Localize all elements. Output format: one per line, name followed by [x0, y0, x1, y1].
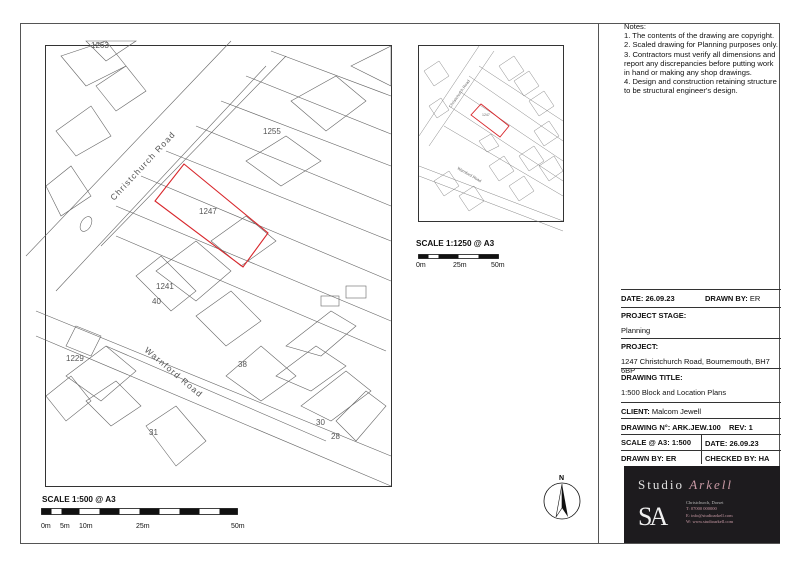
block-plan-scale-tick: 10m — [79, 523, 93, 530]
logo-phone: T: 07000 000000 — [686, 506, 717, 512]
block-plan-scale-title: SCALE 1:500 @ A3 — [42, 495, 116, 504]
location-plan-svg — [419, 46, 563, 221]
block-plan-scale-tick: 0m — [41, 523, 51, 530]
title-block-rule — [621, 450, 781, 451]
block-plan-svg — [46, 41, 391, 486]
note-line: to be structural engineer's design. — [624, 86, 738, 96]
house-number: 30 — [316, 418, 325, 427]
drawn-by2-label: DRAWN BY: — [621, 454, 664, 463]
client-row — [621, 407, 781, 416]
north-arrow-icon — [540, 472, 584, 522]
date-value: 26.09.23 — [645, 294, 675, 303]
location-scale-tick: 50m — [491, 262, 505, 269]
location-road-label-christchurch: Christchurch Road — [447, 78, 471, 109]
title-block-rule — [621, 368, 781, 369]
logo-studio-text: Studio — [638, 477, 684, 492]
date2-label: DATE: — [705, 439, 728, 448]
location-site-number: 1247 — [482, 113, 490, 117]
house-number: 1229 — [66, 354, 84, 363]
revision-label: REV: — [729, 423, 747, 432]
title-block-divider — [598, 23, 599, 544]
project-stage-label: PROJECT STAGE: — [621, 311, 687, 320]
house-number: 1255 — [263, 127, 281, 136]
block-plan-scale-bar — [41, 508, 241, 518]
title-block-rule — [621, 418, 781, 419]
drawing-title-value: 1:500 Block and Location Plans — [621, 388, 727, 397]
house-number: 1247 — [199, 207, 217, 216]
drawn-by-value: ER — [749, 294, 761, 303]
client-value: Malcom Jewell — [651, 407, 702, 416]
drawing-number-value: ARK.JEW.100 — [672, 423, 721, 432]
block-plan-scale-tick: 25m — [136, 523, 150, 530]
logo-email: E: info@studioarkell.com — [686, 512, 733, 518]
date-row — [621, 294, 781, 303]
project-label: PROJECT: — [621, 342, 659, 351]
checked-by-label: CHECKED BY: — [705, 454, 757, 463]
note-line: 4. Design and construction retaining structure — [624, 77, 777, 87]
title-block-rule — [621, 289, 781, 290]
house-number: 38 — [238, 360, 247, 369]
project-stage-value: Planning — [621, 326, 651, 335]
checked-by-value: HA — [758, 454, 770, 463]
house-number: 1241 — [156, 282, 174, 291]
location-road-label-warnford: Warnford Road — [456, 165, 483, 184]
logo-arkell-text: Arkell — [689, 477, 733, 492]
project-value: 1247 Christchurch Road, Bournemouth, BH7 6BP — [621, 357, 770, 375]
date-label: DATE: — [621, 294, 644, 303]
scale-label: SCALE @ A3: — [621, 438, 670, 447]
date2-value: 26.09.23 — [729, 439, 759, 448]
notes-title: Notes: — [624, 22, 646, 31]
drawing-title-label: DRAWING TITLE: — [621, 373, 683, 382]
block-plan-map — [45, 41, 392, 487]
note-line: 3. Contractors must verify all dimensions and — [624, 49, 776, 59]
drawn-by2-value: ER — [665, 454, 677, 463]
drawn-checked-row — [621, 454, 781, 463]
road-label-christchurch: Christchurch Road — [108, 129, 178, 203]
title-block-rule — [621, 338, 781, 339]
scale-row — [621, 438, 781, 447]
title-block-rule — [621, 402, 781, 403]
note-line: 2. Scaled drawing for Planning purposes only. — [624, 40, 778, 50]
scale-value: 1:500 — [671, 438, 691, 447]
house-number: 1263 — [91, 41, 109, 50]
note-line: in hand or making any shop drawings. — [624, 68, 752, 78]
block-plan-scale-tick: 5m — [60, 523, 70, 530]
title-block-rule — [621, 307, 781, 308]
location-scale-tick: 0m — [416, 262, 426, 269]
location-scale-bar — [418, 254, 508, 262]
logo-monogram: SA — [638, 502, 666, 531]
house-number: 31 — [149, 428, 158, 437]
block-plan-scale-tick: 50m — [231, 523, 245, 530]
location-site-boundary — [471, 104, 509, 137]
client-label: CLIENT: — [621, 407, 650, 416]
drawn-by-label: DRAWN BY: — [705, 294, 748, 303]
drawing-number-label: DRAWING N°: — [621, 423, 671, 432]
note-line: report any discrepancies before putting work — [624, 58, 774, 68]
location-plan-map — [418, 45, 564, 222]
studio-arkell-logo — [624, 466, 780, 543]
house-number: 28 — [331, 432, 340, 441]
location-scale-title: SCALE 1:1250 @ A3 — [416, 239, 495, 248]
road-label-warnford: Warnford Road — [142, 344, 206, 400]
notes-block — [624, 22, 784, 96]
logo-place: Christchurch, Dorset — [686, 500, 724, 505]
drawing-number-row — [621, 423, 781, 432]
location-scale-tick: 25m — [453, 262, 467, 269]
note-line: 1. The contents of the drawing are copyright. — [624, 31, 775, 41]
revision-value: 1 — [748, 423, 753, 432]
house-number: 40 — [152, 297, 161, 306]
logo-web: W: www.studioarkell.com — [686, 519, 734, 525]
north-label: N — [559, 475, 565, 482]
